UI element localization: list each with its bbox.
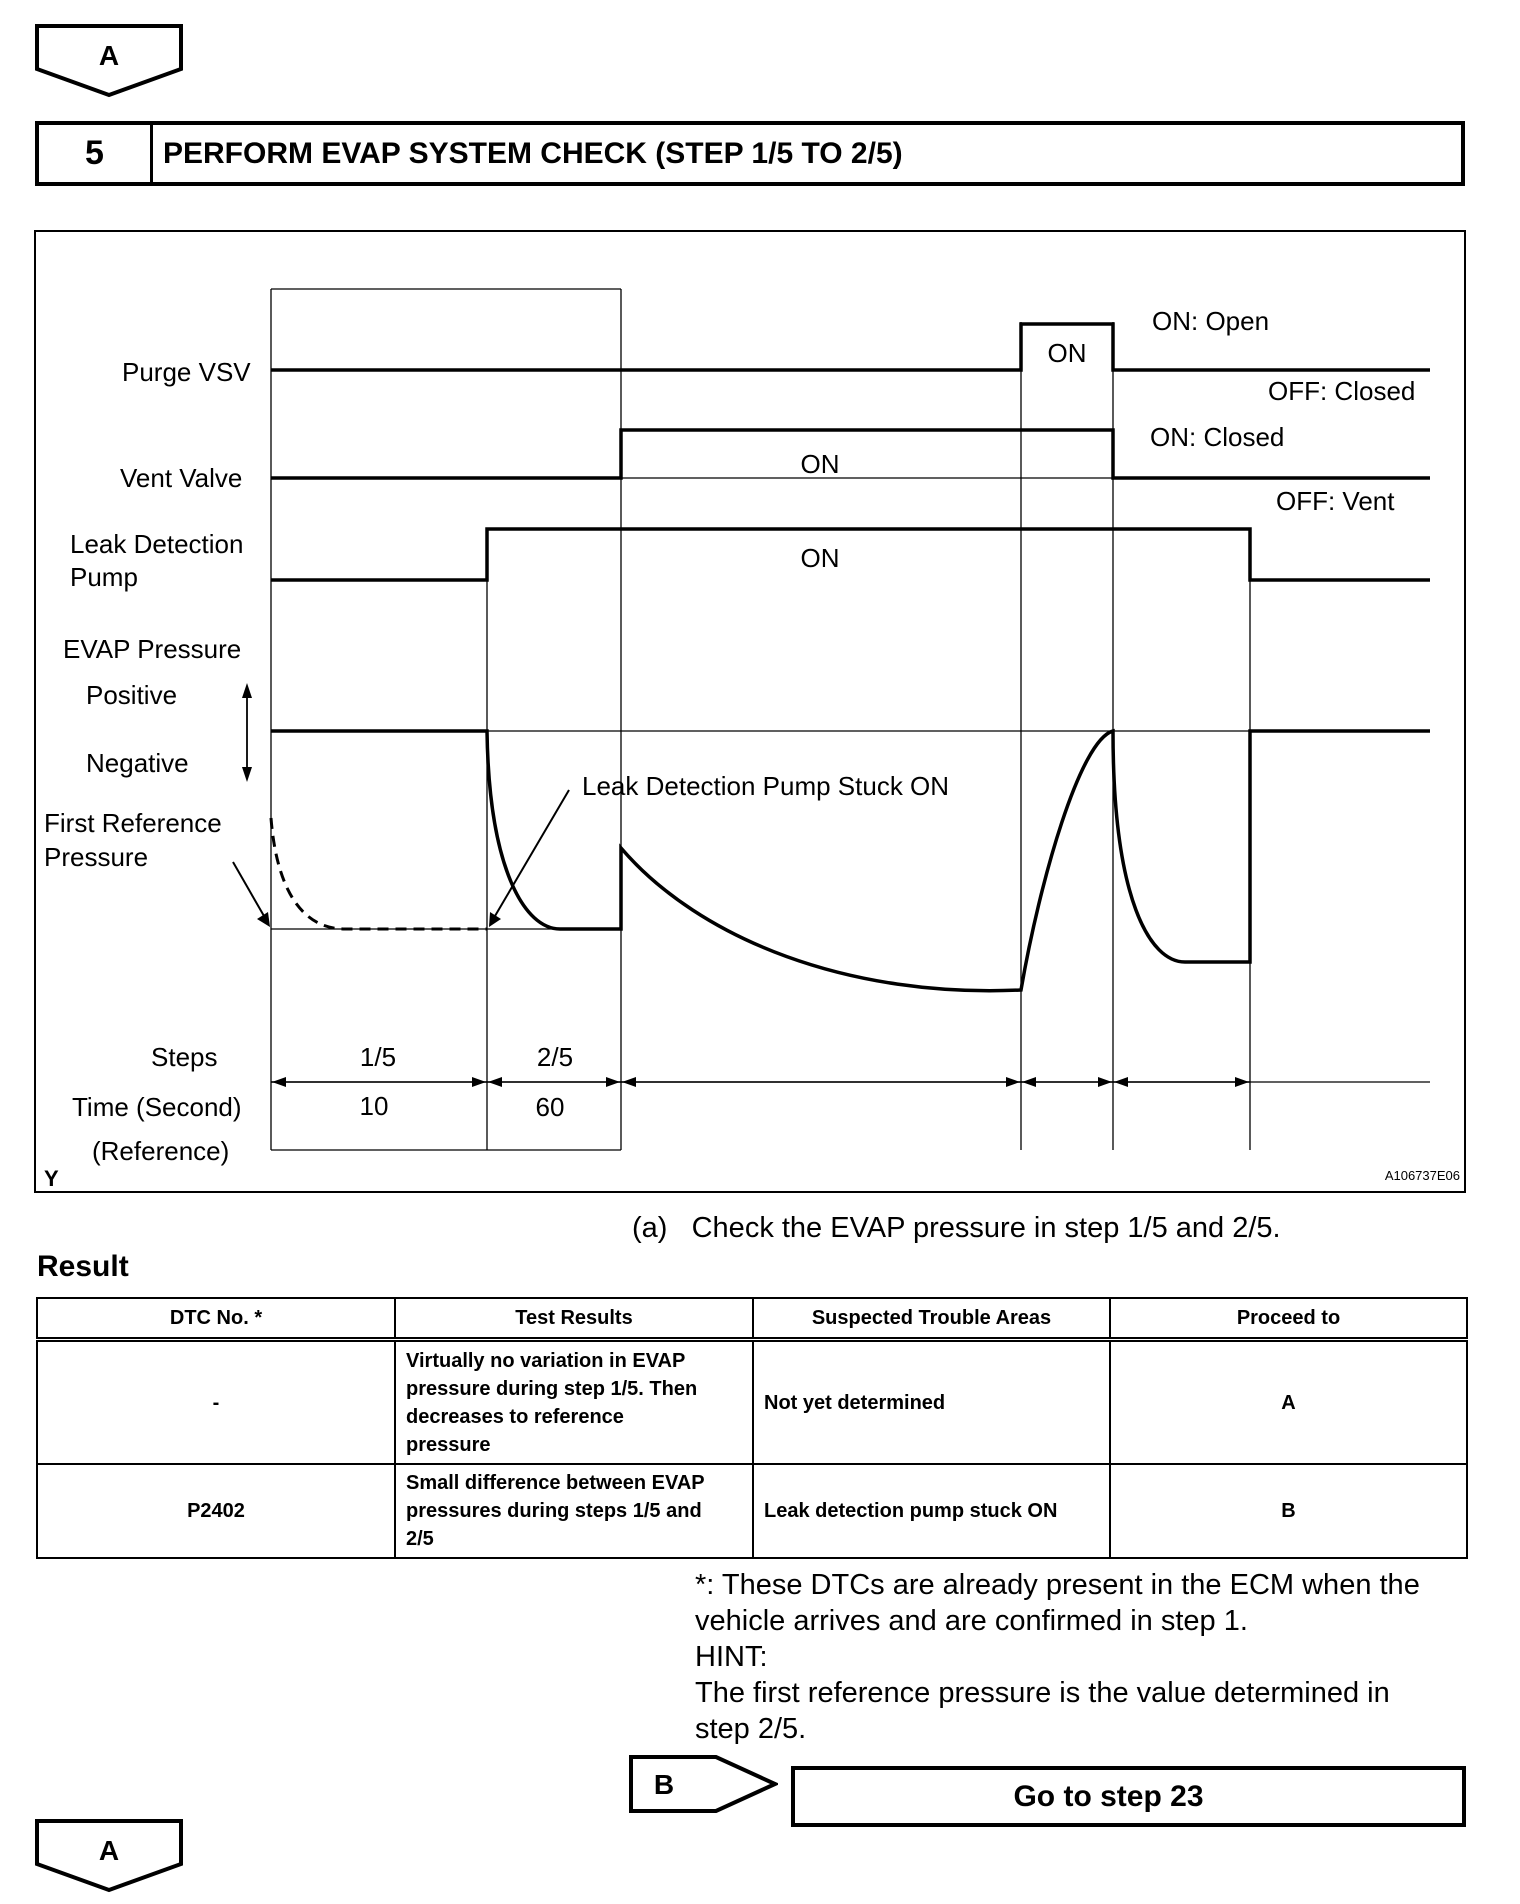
footnote-line: *: These DTCs are already present in the ECM when the (695, 1569, 1420, 1601)
cell-trouble-area: Leak detection pump stuck ON (753, 1464, 1110, 1558)
vent-on-closed: ON: Closed (1150, 422, 1285, 452)
header-test-results: Test Results (395, 1298, 753, 1340)
result-heading: Result (37, 1250, 129, 1283)
table-row (37, 1340, 1467, 1465)
top-marker-label: A (98, 40, 120, 71)
stuck-on-callout: Leak Detection Pump Stuck ON (582, 771, 950, 801)
cell-proceed: B (1110, 1464, 1467, 1558)
label-first-reference-1: First Reference (44, 808, 222, 838)
footnote (695, 1567, 1475, 1747)
cell-dtc: P2402 (37, 1464, 395, 1558)
goto-step-button[interactable] (791, 1766, 1466, 1827)
goto-marker-label: B (653, 1769, 675, 1800)
label-vent-valve: Vent Valve (120, 463, 243, 493)
hint-line: The first reference pressure is the value determined in (695, 1677, 1390, 1709)
label-time: Time (Second) (72, 1092, 242, 1122)
purge-on-open: ON: Open (1152, 306, 1270, 336)
leak-pump-trace (271, 529, 1430, 580)
step-1-label: 1/5 (359, 1042, 397, 1072)
pressure-axis-arrow (242, 683, 252, 782)
result-line: Virtually no variation in EVAP (406, 1349, 686, 1372)
cell-test-result (395, 1340, 753, 1465)
label-leak-pump-2: Pump (70, 562, 138, 592)
step-number: 5 (39, 125, 153, 182)
time-1-label: 10 (359, 1091, 389, 1121)
result-line: 2/5 (406, 1528, 434, 1550)
goto-step-label: Go to step 23 (1013, 1779, 1204, 1813)
label-first-reference-2: Pressure (44, 842, 149, 872)
label-leak-pump-1: Leak Detection (70, 529, 244, 559)
step-2-label: 2/5 (536, 1042, 574, 1072)
result-line: pressure (406, 1433, 491, 1456)
result-line: pressure during step 1/5. Then (406, 1377, 698, 1400)
cell-dtc: - (37, 1340, 395, 1465)
label-purge-vsv: Purge VSV (122, 357, 251, 387)
label-negative: Negative (86, 748, 189, 778)
table-row (37, 1464, 1467, 1558)
result-line: decreases to reference (406, 1405, 624, 1428)
cell-proceed: A (1110, 1340, 1467, 1465)
footnote-line: vehicle arrives and are confirmed in step 1. (695, 1605, 1248, 1637)
bottom-marker-A (34, 1818, 186, 1894)
vent-on-label: ON (800, 449, 840, 479)
bottom-marker-label: A (98, 1835, 120, 1866)
result-table (36, 1297, 1468, 1559)
goto-marker-B (628, 1754, 778, 1814)
cell-trouble-area: Not yet determined (753, 1340, 1110, 1465)
header-proceed: Proceed to (1110, 1298, 1467, 1340)
reference-pressure-dashed (271, 818, 487, 929)
header-trouble-areas: Suspected Trouble Areas (753, 1298, 1110, 1340)
vent-off-vent: OFF: Vent (1276, 486, 1395, 516)
cell-test-result (395, 1464, 753, 1558)
purge-off-closed: OFF: Closed (1268, 376, 1416, 406)
corner-y-label: Y (44, 1166, 59, 1191)
header-dtc: DTC No. * (37, 1298, 395, 1340)
time-2-label: 60 (535, 1092, 565, 1122)
result-line: Small difference between EVAP (406, 1472, 705, 1494)
hint-line: step 2/5. (695, 1713, 807, 1745)
evap-pressure-trace (271, 731, 1430, 991)
pump-on-label: ON (800, 543, 840, 573)
label-positive: Positive (86, 680, 178, 710)
label-reference: (Reference) (92, 1136, 230, 1166)
label-steps: Steps (151, 1042, 218, 1072)
figure-id: A106737E06 (1384, 1168, 1460, 1183)
label-evap-pressure: EVAP Pressure (63, 634, 242, 664)
check-instruction: (a) Check the EVAP pressure in step 1/5 and 2/5. (632, 1212, 1281, 1244)
purge-on-label: ON (1047, 338, 1087, 368)
step-title: PERFORM EVAP SYSTEM CHECK (STEP 1/5 TO 2/5) (163, 136, 903, 170)
first-reference-arrow (233, 862, 270, 927)
result-line: pressures during steps 1/5 and (406, 1500, 702, 1522)
hint-label: HINT: (695, 1641, 768, 1673)
